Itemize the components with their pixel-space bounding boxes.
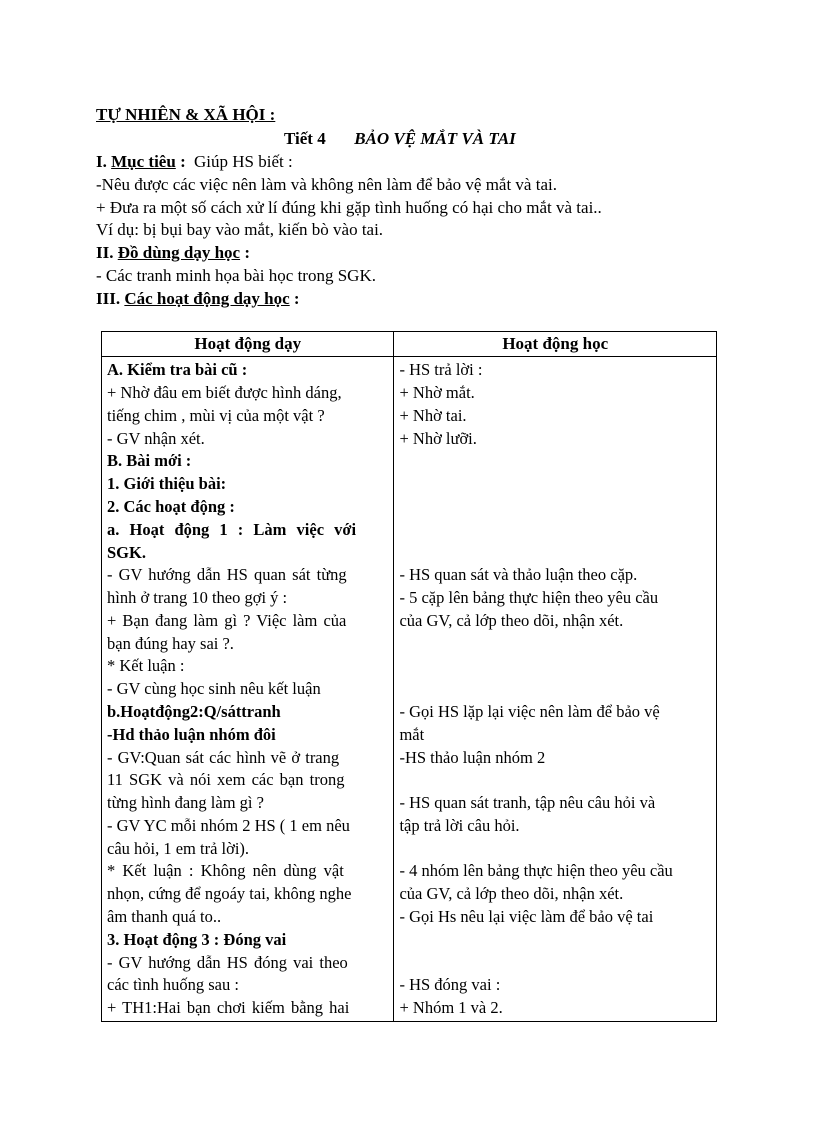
table-row [102, 357, 717, 1022]
materials-line: - Các tranh minh họa bài học trong SGK. [96, 266, 376, 285]
materials-heading [96, 242, 250, 264]
objective-line: + Đưa ra một số cách xử lí đúng khi gặp tình huống có hại cho mắt và tai.. [96, 198, 602, 217]
left-line: từng hình đang làm gì ? [107, 793, 264, 812]
left-line: * Kết luận : [107, 656, 185, 675]
left-line: A. Kiểm tra bài cũ : [107, 360, 248, 379]
lesson-number: Tiết 4 [284, 129, 326, 148]
materials-colon: : [244, 243, 251, 262]
objective-line: Ví dụ: bị bụi bay vào mắt, kiến bò vào tai. [96, 220, 384, 239]
right-line: mắt [399, 725, 425, 744]
left-line: - GV nhận xét. [107, 429, 205, 448]
left-line: âm thanh quá to.. [107, 907, 222, 926]
right-line: - HS trả lời : [399, 360, 483, 379]
left-line: + TH1:Hai bạn chơi kiếm bằng hai [107, 998, 350, 1017]
objectives-colon: : [180, 152, 186, 171]
right-line: - Gọi HS lặp lại việc nên làm để bảo vệ [399, 702, 660, 721]
right-line: - HS đóng vai : [399, 975, 501, 994]
left-line: 11 SGK và nói xem các bạn trong [107, 770, 345, 789]
lesson-title: BẢO VỆ MẮT VÀ TAI [354, 129, 516, 148]
left-line: - GV YC mỗi nhóm 2 HS ( 1 em nêu [107, 816, 350, 835]
objective-line: -Nêu được các việc nên làm và không nên làm để bảo vệ mắt và tai. [96, 175, 557, 194]
left-line: 1. Giới thiệu bài: [107, 474, 227, 493]
right-line: + Nhờ lưỡi. [399, 429, 477, 448]
right-line: - HS quan sát tranh, tập nêu câu hỏi và [399, 793, 656, 812]
left-line: 3. Hoạt động 3 : Đóng vai [107, 930, 287, 949]
left-line: - GV hướng dẫn HS quan sát từng [107, 565, 347, 584]
left-line: SGK. [107, 543, 146, 562]
left-line: * Kết luận : Không nên dùng vật [107, 861, 344, 880]
right-line: -HS thảo luận nhóm 2 [399, 748, 546, 767]
right-line: - 4 nhóm lên bảng thực hiện theo yêu cầu [399, 861, 673, 880]
student-activity-header: Hoạt động học [394, 332, 717, 357]
left-line: - GV:Quan sát các hình vẽ ở trang [107, 748, 340, 767]
lesson-title-line [284, 128, 516, 150]
right-line: của GV, cả lớp theo dõi, nhận xét. [399, 884, 624, 903]
objectives-intro: Giúp HS biết : [193, 152, 293, 171]
left-line: câu hỏi, 1 em trả lời). [107, 839, 250, 858]
left-line: nhọn, cứng để ngoáy tai, không nghe [107, 884, 352, 903]
left-line: + Nhờ đâu em biết được hình dáng, [107, 383, 342, 402]
materials-label: Đồ dùng dạy học [117, 243, 241, 262]
right-line: + Nhóm 1 và 2. [399, 998, 503, 1017]
materials-number: II. [96, 243, 114, 262]
left-line: bạn đúng hay sai ?. [107, 634, 234, 653]
activities-label: Các hoạt động dạy học [124, 289, 290, 308]
teacher-activity-header: Hoạt động dạy [102, 332, 394, 357]
activities-colon: : [293, 289, 300, 308]
activities-number: III. [96, 289, 121, 308]
objectives-label: Mục tiêu [111, 152, 176, 171]
left-line: -Hd thảo luận nhóm đôi [107, 725, 276, 744]
right-line: - 5 cặp lên bảng thực hiện theo yêu cầu [399, 588, 659, 607]
right-line: - HS quan sát và thảo luận theo cặp. [399, 565, 638, 584]
left-line: a. Hoạt động 1 : Làm việc với [107, 520, 357, 539]
right-line: của GV, cả lớp theo dõi, nhận xét. [399, 611, 624, 630]
objectives-number: I. [96, 152, 107, 171]
teacher-activity-cell [102, 357, 394, 1022]
right-line: + Nhờ mắt. [399, 383, 475, 402]
right-line: tập trả lời câu hỏi. [399, 816, 520, 835]
table-header-row [102, 332, 717, 357]
left-line: 2. Các hoạt động : [107, 497, 235, 516]
lesson-plan-table [101, 331, 717, 1022]
left-line: tiếng chim , mùi vị của một vật ? [107, 406, 325, 425]
left-line: các tình huống sau : [107, 975, 239, 994]
left-line: - GV hướng dẫn HS đóng vai theo [107, 953, 348, 972]
left-line: b.Hoạtđộng2:Q/sáttranh [107, 702, 281, 721]
right-line: + Nhờ tai. [399, 406, 467, 425]
subject-heading: TỰ NHIÊN & XÃ HỘI : [96, 105, 276, 124]
left-line: - GV cùng học sinh nêu kết luận [107, 679, 321, 698]
objectives-heading [96, 151, 293, 173]
activities-heading [96, 288, 300, 310]
left-line: + Bạn đang làm gì ? Việc làm của [107, 611, 347, 630]
left-line: hình ở trang 10 theo gợi ý : [107, 588, 288, 607]
right-line: - Gọi Hs nêu lại việc làm để bảo vệ tai [399, 907, 654, 926]
left-line: B. Bài mới : [107, 451, 192, 470]
student-activity-cell [394, 357, 717, 1022]
